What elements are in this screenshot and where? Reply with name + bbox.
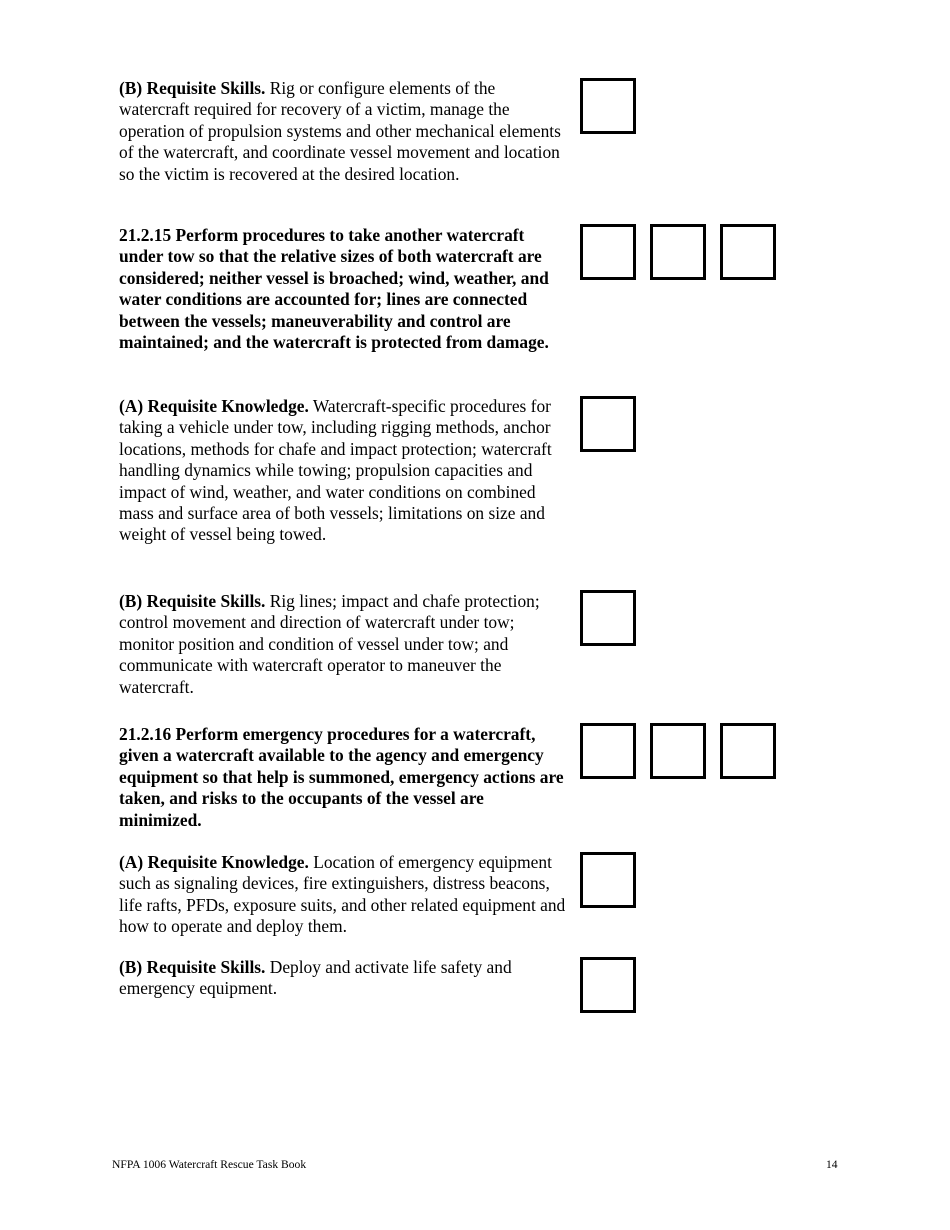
requisite-skills-tow — [119, 591, 567, 698]
requisite-knowledge-tow — [119, 396, 567, 546]
page-number: 14 — [826, 1158, 838, 1171]
section-body: Location of emergency equipment such as signaling devices, fire extinguishers, distress beacons, life rafts, PFDs, exposure suits, and other related equipment and how to operate and deploy them. — [119, 852, 566, 937]
signoff-checkbox-1[interactable] — [580, 723, 636, 779]
jpr-21-2-16-text: 21.2.16 Perform emergency procedures for a watercraft, given a watercraft available to the agency and emergency equipment so that help is summoned, emergency actions are taken, and risks to the occupants of the vessel are minimized. — [119, 724, 564, 830]
section-lead: (B) Requisite Skills. — [119, 957, 266, 977]
requisite-skills-emergency — [119, 957, 567, 1000]
signoff-checkbox[interactable] — [580, 396, 636, 452]
signoff-checkbox[interactable] — [580, 590, 636, 646]
footer-title: NFPA 1006 Watercraft Rescue Task Book — [112, 1158, 307, 1171]
section-lead: (B) Requisite Skills. — [119, 591, 266, 611]
signoff-checkbox[interactable] — [580, 852, 636, 908]
signoff-checkbox-1[interactable] — [580, 224, 636, 280]
signoff-checkbox-3[interactable] — [720, 224, 776, 280]
section-lead: (A) Requisite Knowledge. — [119, 852, 309, 872]
signoff-checkbox-3[interactable] — [720, 723, 776, 779]
requisite-knowledge-emergency — [119, 852, 567, 938]
section-body: Rig lines; impact and chafe protection; control movement and direction of watercraft under tow; monitor position and condition of vessel under tow; and communicate with watercraft operator to maneuver the watercraft. — [119, 591, 540, 697]
section-body: Rig or configure elements of the watercraft required for recovery of a victim, manage the operation of propulsion systems and other mechanical elements of the watercraft, and coordinate vessel movement and location so the victim is recovered at the desired location. — [119, 78, 561, 184]
requisite-skills-recovery — [119, 78, 567, 185]
signoff-checkbox[interactable] — [580, 957, 636, 1013]
section-body: Deploy and activate life safety and emergency equipment. — [119, 957, 512, 999]
signoff-checkbox-2[interactable] — [650, 224, 706, 280]
jpr-21-2-15-text: 21.2.15 Perform procedures to take another watercraft under tow so that the relative sizes of both watercraft are considered; neither vessel is broached; wind, weather, and water conditions are accounted for; lines are connected between the vessels; maneuverability and control are maintained; and the watercraft is protected from damage. — [119, 225, 549, 353]
section-lead: (A) Requisite Knowledge. — [119, 396, 309, 416]
section-lead: (B) Requisite Skills. — [119, 78, 266, 98]
signoff-checkbox-2[interactable] — [650, 723, 706, 779]
section-body: Watercraft-specific procedures for taking a vehicle under tow, including rigging methods, anchor locations, methods for chafe and impact protection; watercraft handling dynamics while towing; propulsion capacities and impact of wind, weather, and water conditions on combined mass and surface area of both vessels; limitations on size and weight of vessel being towed. — [119, 396, 552, 545]
signoff-checkbox[interactable] — [580, 78, 636, 134]
